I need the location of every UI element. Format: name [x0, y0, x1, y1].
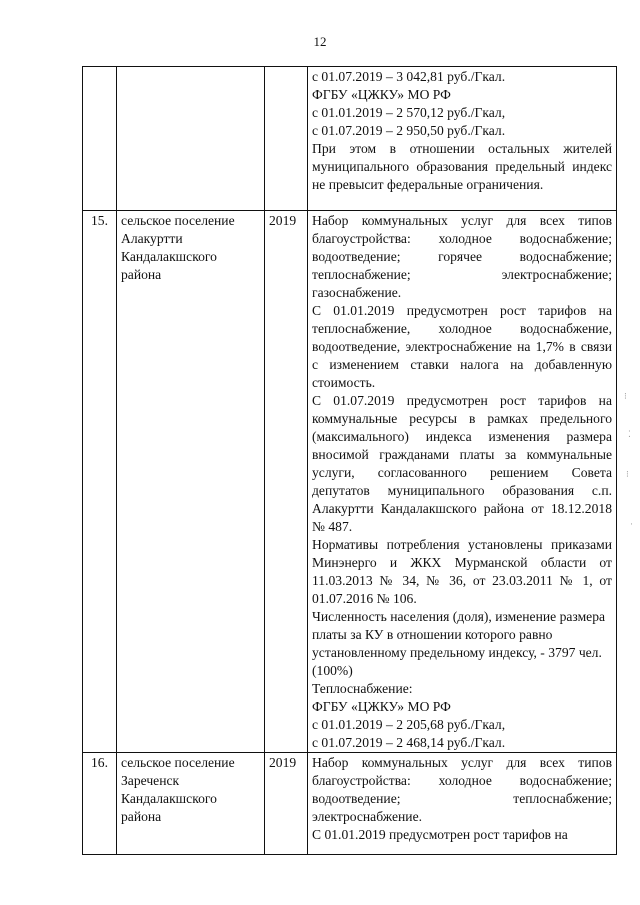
description-paragraph: ФГБУ «ЦЖКУ» МО РФ: [312, 699, 451, 714]
year-cell: [265, 67, 308, 211]
description-paragraph: С 01.07.2019 предусмотрен рост тарифов на коммунальные ресурсы в рамках предельного (максимального) индекса изменения размера вносимой гражданами платы за коммунальные услуги, согласованного решением Совета депутатов муниципального образования с.п. Алакуртти Кандалакшского района от 18.12.2018 № 487.: [312, 393, 612, 534]
description-paragraph: С 01.01.2019 предусмотрен рост тарифов на теплоснабжение, холодное водоснабжение, водоотведение, электроснабжение на 1,7% в связи с изменением ставки налога на добавленную стоимость.: [312, 303, 612, 390]
scan-speck: ⁝: [624, 391, 627, 401]
scan-speck: ⁝: [626, 469, 629, 479]
settlement-name: сельское поселение Алакуртти Кандалакшского района: [117, 211, 265, 753]
description-cell: [308, 67, 617, 211]
tariff-table: [82, 66, 617, 855]
settlement-name: [117, 67, 265, 211]
row-number: 15.: [83, 211, 117, 753]
table-row: [83, 211, 617, 753]
description-paragraph: с 01.07.2019 – 3 042,81 руб./Гкал.: [312, 69, 506, 84]
description-cell: [308, 753, 617, 855]
description-paragraph: ФГБУ «ЦЖКУ» МО РФ: [312, 87, 451, 102]
row-number: [83, 67, 117, 211]
row-number: 16.: [83, 753, 117, 855]
description-paragraph: с 01.07.2019 – 2 468,14 руб./Гкал.: [312, 735, 506, 750]
year-cell: 2019: [265, 211, 308, 753]
description-paragraph: Набор коммунальных услуг для всех типов благоустройства: холодное водоснабжение; водоотведение; горячее водоснабжение; теплоснабжение; электроснабжение; газоснабжение.: [312, 213, 612, 300]
description-paragraph: с 01.07.2019 – 2 950,50 руб./Гкал.: [312, 123, 506, 138]
description-paragraph: Нормативы потребления установлены приказами Минэнерго и ЖКХ Мурманской области от 11.03.2013 № 34, № 36, от 23.03.2011 № 1, от 01.07.2016 № 106.: [312, 537, 612, 606]
year-cell: 2019: [265, 753, 308, 855]
description-paragraph: с 01.01.2019 – 2 570,12 руб./Гкал,: [312, 105, 506, 120]
description-paragraph: Теплоснабжение:: [312, 681, 413, 696]
settlement-name: сельское поселение Зареченск Кандалакшского района: [117, 753, 265, 855]
table-row: [83, 67, 617, 211]
description-paragraph: При этом в отношении остальных жителей муниципального образования предельный индекс не превысит федеральные ограничения.: [312, 141, 612, 192]
description-paragraph: с 01.01.2019 – 2 205,68 руб./Гкал,: [312, 717, 506, 732]
scan-speck: ⁚: [628, 429, 631, 439]
description-paragraph: Набор коммунальных услуг для всех типов благоустройства: холодное водоснабжение; водоотведение; теплоснабжение; электроснабжение.: [312, 755, 612, 824]
description-cell: [308, 211, 617, 753]
table-row: [83, 753, 617, 855]
description-paragraph: С 01.01.2019 предусмотрен рост тарифов на: [312, 827, 568, 842]
page-number: 12: [313, 34, 327, 49]
scan-speck: ·: [630, 519, 633, 529]
description-paragraph: Численность населения (доля), изменение размера платы за КУ в отношении которого равно установленному предельному индексу, - 3797 чел. (100%): [312, 609, 606, 678]
